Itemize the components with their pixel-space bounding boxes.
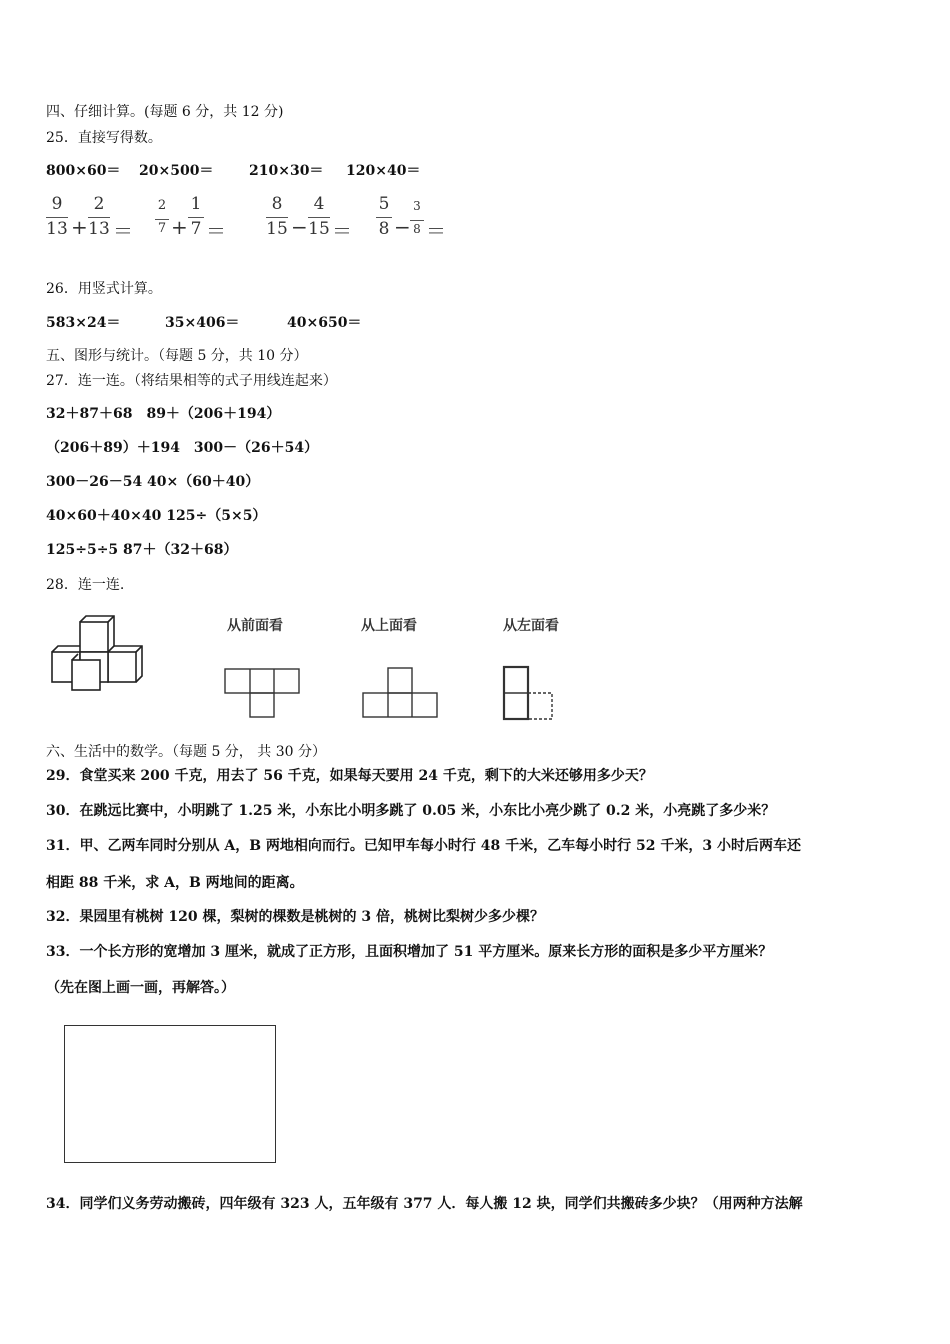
fraction <box>376 194 392 244</box>
q34-text: 34．同学们义务劳动搬砖，四年级有 323 人，五年级有 377 人．每人搬 12 块，同学们共搬砖多少块？（用两种方法解 <box>46 1196 803 1212</box>
view-label-front: 从前面看 <box>227 618 283 634</box>
numerator: 4 <box>313 194 325 214</box>
section5-title: 五、图形与统计。（每题 5 分，共 10 分） <box>46 348 308 364</box>
fraction <box>88 194 110 244</box>
operator: + <box>71 215 88 239</box>
oral-4: 120×40＝ <box>346 163 421 179</box>
fraction <box>308 194 330 244</box>
denominator: 7 <box>190 219 202 239</box>
denominator: 7 <box>157 221 167 236</box>
q28-label: 28．连一连. <box>46 577 125 593</box>
operator: − <box>394 215 411 239</box>
oral-1: 800×60＝ <box>46 163 121 179</box>
numerator: 9 <box>51 194 63 214</box>
vertical-1: 583×24＝ <box>46 315 121 331</box>
denominator: 13 <box>46 219 68 239</box>
fraction-bar <box>266 217 288 218</box>
left-view-figure <box>500 663 556 723</box>
operator: + <box>171 215 188 239</box>
drawing-rectangle[interactable] <box>64 1025 276 1163</box>
fraction <box>410 199 424 243</box>
q32-text: 32．果园里有桃树 120 棵，梨树的棵数是桃树的 3 倍，桃树比梨树少多少棵？ <box>46 909 544 925</box>
numerator: 1 <box>190 194 202 214</box>
numerator: 3 <box>413 199 421 213</box>
q25-label: 25．直接写得数。 <box>46 130 162 146</box>
top-view-figure <box>360 665 440 721</box>
q30-text: 30．在跳远比赛中，小明跳了 1.25 米，小东比小明多跳了 0.05 米，小东比小亮少跳了 0.2 米，小亮跳了多少米？ <box>46 803 776 819</box>
vertical-3: 40×650＝ <box>287 315 362 331</box>
numerator: 2 <box>157 198 167 213</box>
fraction-bar <box>376 217 392 218</box>
numerator: 8 <box>271 194 283 214</box>
oral-2: 20×500＝ <box>139 163 214 179</box>
view-label-top: 从上面看 <box>361 618 417 634</box>
fraction <box>155 198 169 242</box>
q26-label: 26．用竖式计算。 <box>46 281 162 297</box>
fraction <box>188 194 204 244</box>
front-view-figure <box>222 665 302 721</box>
q31-text-line2: 相距 88 千米，求 A，B 两地间的距离。 <box>46 875 304 891</box>
match-pair-5: 125÷5÷5 87＋（32＋68） <box>46 542 238 558</box>
denominator: 15 <box>266 219 288 239</box>
numerator: 5 <box>378 194 390 214</box>
denominator: 8 <box>413 222 421 236</box>
equals-sign: ＝ <box>113 219 133 243</box>
q33-text: 33．一个长方形的宽增加 3 厘米，就成了正方形，且面积增加了 51 平方厘米。原来长方形的面积是多少平方厘米？ <box>46 944 773 960</box>
match-pair-4: 40×60＋40×40 125÷（5×5） <box>46 508 267 524</box>
denominator: 15 <box>308 219 330 239</box>
q27-label: 27．连一连。（将结果相等的式子用线连起来） <box>46 373 337 389</box>
fraction-bar <box>308 217 330 218</box>
numerator: 2 <box>93 194 105 214</box>
fraction-bar <box>88 217 110 218</box>
match-pair-2: （206＋89）＋194 300－（26＋54） <box>46 440 319 456</box>
q33-note: （先在图上画一画，再解答。） <box>46 980 235 996</box>
q31-text-line1: 31．甲、乙两车同时分别从 A，B 两地相向而行。已知甲车每小时行 48 千米，乙车每小时行 52 千米，3 小时后两车还 <box>46 838 801 854</box>
oral-3: 210×30＝ <box>249 163 324 179</box>
fraction <box>46 194 68 244</box>
equals-sign: ＝ <box>426 219 446 243</box>
section6-title: 六、生活中的数学。（每题 5 分， 共 30 分） <box>46 744 326 760</box>
denominator: 13 <box>88 219 110 239</box>
equals-sign: ＝ <box>206 219 226 243</box>
fraction-bar <box>46 217 68 218</box>
section4-title: 四、仔细计算。(每题 6 分，共 12 分) <box>46 104 284 120</box>
match-pair-3: 300－26－54 40×（60＋40） <box>46 474 260 490</box>
vertical-2: 35×406＝ <box>165 315 240 331</box>
cube-stack-figure <box>44 612 154 696</box>
fraction-bar <box>188 217 204 218</box>
q29-text: 29．食堂买来 200 千克，用去了 56 千克，如果每天要用 24 千克，剩下的大米还够用多少天？ <box>46 768 653 784</box>
equals-sign: ＝ <box>332 219 352 243</box>
match-pair-1: 32＋87＋68 89＋（206＋194） <box>46 406 281 422</box>
denominator: 8 <box>378 219 390 239</box>
fraction-bar <box>155 219 169 220</box>
operator: − <box>291 215 308 239</box>
view-label-left: 从左面看 <box>503 618 559 634</box>
fraction <box>266 194 288 244</box>
fraction-bar <box>410 220 424 221</box>
